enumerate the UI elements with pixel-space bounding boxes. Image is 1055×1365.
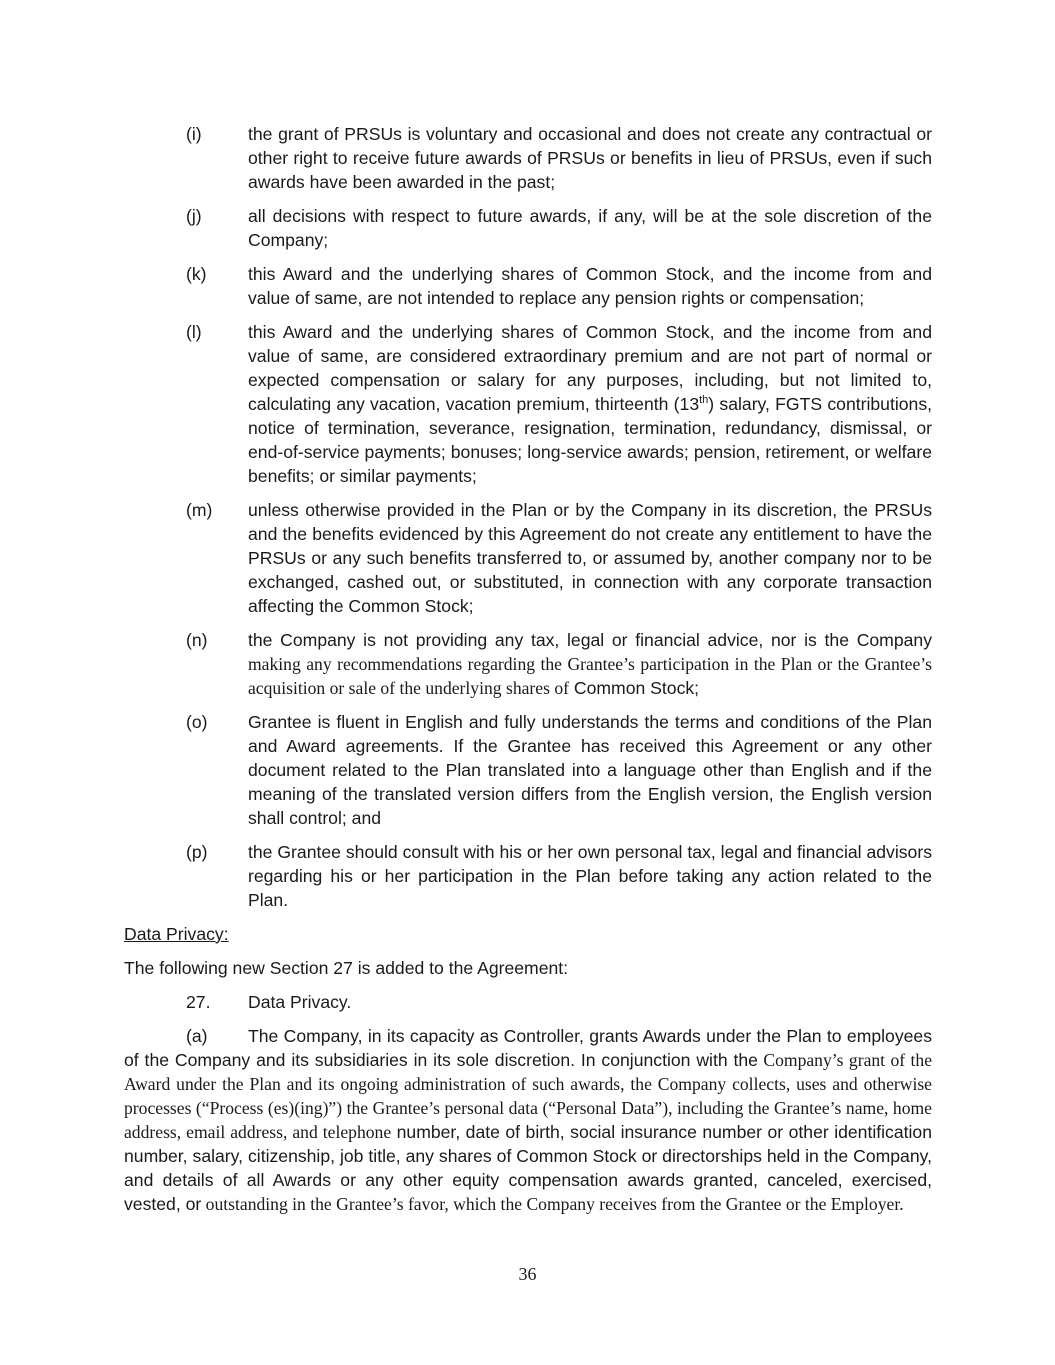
paragraph-marker: (a) [186, 1026, 208, 1046]
item-text-part: this Award and the underlying shares of Common Stock, and the income from and value of same, are considered extraordinary premium and are not part of normal or expected compensation or salary for any purposes, including, but not limited to, calculating any vacation, vacation premium, thirteenth (13 [248, 322, 932, 414]
paragraph-text-part: outstanding in the Grantee’s favor, which the Company receives from the Grantee or the Employer. [201, 1194, 904, 1214]
section-number: 27. [186, 992, 211, 1012]
item-marker: (o) [186, 712, 208, 732]
item-marker: (k) [186, 264, 207, 284]
item-marker: (n) [186, 630, 208, 650]
item-text: this Award and the underlying shares of Common Stock, and the income from and value of same, are not intended to replace any pension rights or compensation; [248, 264, 932, 308]
item-text-part: making any recommendations regarding the Grantee’s participation in the Plan or the Grantee’s acquisition or sale of the underlying shares of [248, 654, 932, 698]
item-text [248, 320, 932, 488]
page-number: 36 [518, 1264, 537, 1284]
paragraph-text-part: Company’s grant of the Award under the Plan and its ongoing administration of such awards, the Company collects, uses and otherwise processes (“Process (es)(ing)”) the Grantee’s personal data (“Personal Data”), including the Grantee’s name, home address, email address, and telephone [124, 1050, 933, 1142]
list-item [124, 320, 932, 488]
list-item [124, 840, 932, 912]
document-page [124, 122, 932, 1216]
intro-paragraph: The following new Section 27 is added to the Agreement: [124, 958, 569, 978]
item-text: Grantee is fluent in English and fully understands the terms and conditions of the Plan and Award agreements. If the Grantee has received this Agreement or any other document related to the Plan translated into a language other than English and if the meaning of the translated version differs from the English version, the English version shall control; and [248, 712, 932, 828]
paragraph-a [124, 1024, 932, 1216]
superscript: th [699, 394, 709, 407]
list-item [124, 710, 932, 830]
list-item [124, 498, 932, 618]
item-text-part: the Company is not providing any tax, legal or financial advice, nor is the Company [248, 630, 932, 650]
list-item [124, 262, 932, 310]
paragraph-text-part: The Company, in its capacity as Controller, grants Awards under the Plan to employees of the Company and its subsidiaries in its sole discretion. In conjunction with the [124, 1026, 932, 1070]
section-title [124, 990, 932, 1014]
paragraph-text-part: number, date of birth, social insurance number or other identification number, salary, citizenship, job title, any shares of Common Stock or directorships held in the Company, and details of all Awards or any other equity compensation awards granted, canceled, exercised, vested, or [124, 1122, 933, 1214]
item-marker: (m) [186, 500, 213, 520]
item-text: all decisions with respect to future awards, if any, will be at the sole discretion of the Company; [248, 206, 932, 250]
item-marker: (i) [186, 124, 202, 144]
item-marker: (j) [186, 206, 202, 226]
item-marker: (p) [186, 842, 208, 862]
item-text: unless otherwise provided in the Plan or by the Company in its discretion, the PRSUs and the benefits evidenced by this Agreement do not create any entitlement to have the PRSUs or any such benefits transferred to, or assumed by, another company nor to be exchanged, cashed out, or substituted, in connection with any corporate transaction affecting the Common Stock; [248, 500, 932, 616]
list-item [124, 628, 932, 700]
item-text-part: ) salary, FGTS contributions, notice of termination, severance, resignation, termination, redundancy, dismissal, or end-of-service payments; bonuses; long-service awards; pension, retirement, or welfare benefits; or similar payments; [248, 394, 932, 486]
list-item [124, 204, 932, 252]
item-marker: (l) [186, 322, 202, 342]
item-text-part: Common Stock; [569, 678, 700, 698]
item-text: the grant of PRSUs is voluntary and occasional and does not create any contractual or other right to receive future awards of PRSUs or benefits in lieu of PRSUs, even if such awards have been awarded in the past; [248, 124, 932, 192]
section-title-text: Data Privacy. [248, 992, 352, 1012]
data-privacy-heading: Data Privacy: [124, 924, 229, 944]
item-text [248, 628, 932, 700]
list-item [124, 122, 932, 194]
item-text: the Grantee should consult with his or her own personal tax, legal and financial advisors regarding his or her participation in the Plan before taking any action related to the Plan. [248, 842, 932, 910]
